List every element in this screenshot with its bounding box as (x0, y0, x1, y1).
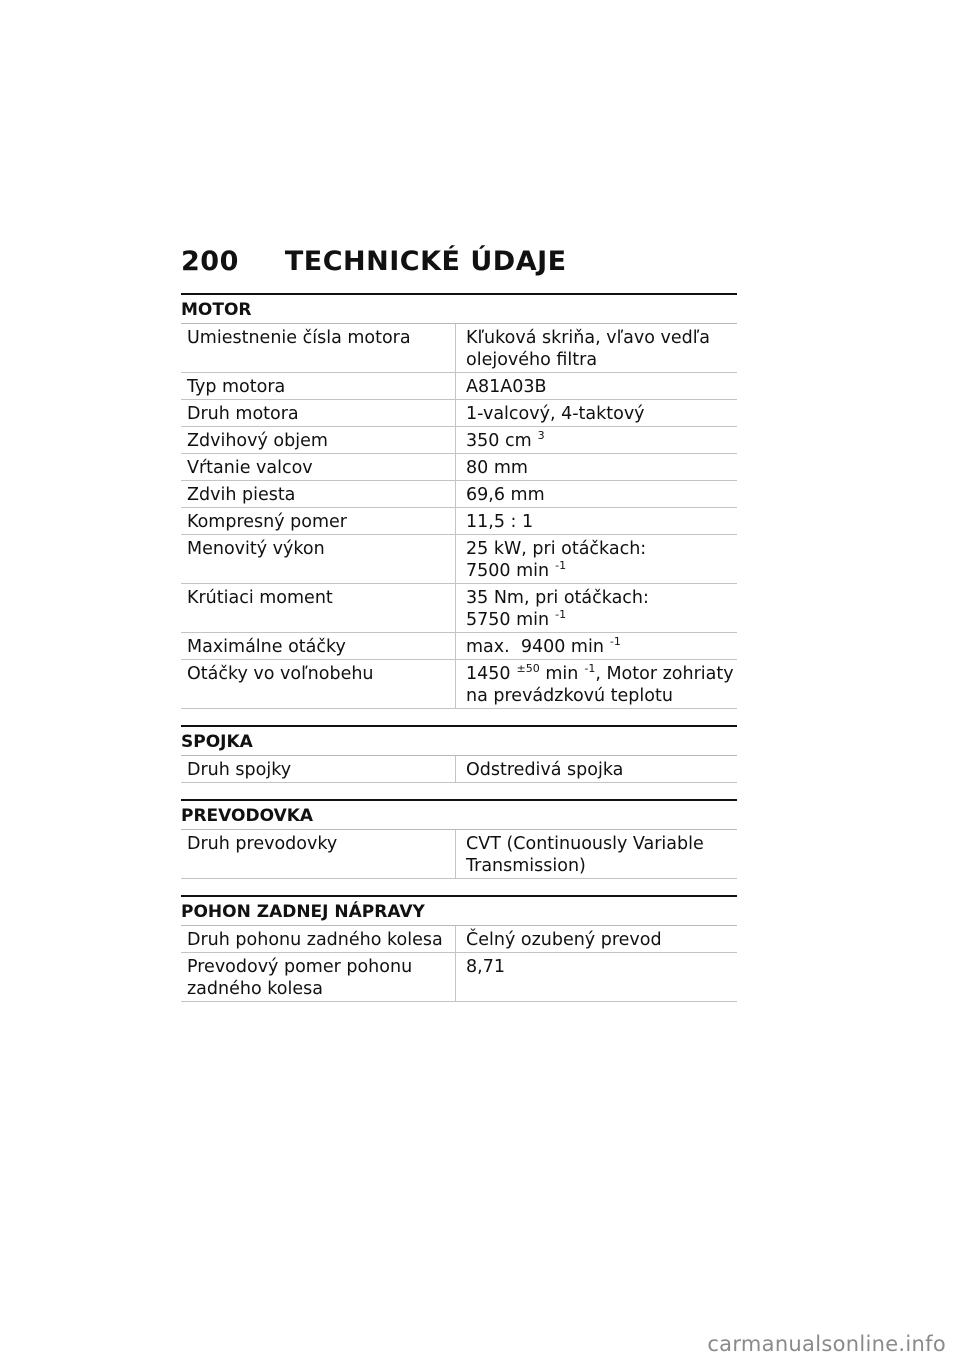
row-label: Otáčky vo voľnobehu (187, 664, 374, 684)
row-value: Kľuková skriňa, vľavo vedľa olejového filtra (455, 324, 737, 372)
row-label: Druh prevodovky (187, 834, 338, 854)
row-value: 69,6 mm (455, 481, 737, 507)
row-value: 80 mm (455, 454, 737, 480)
row-value: Čelný ozubený prevod (455, 926, 737, 952)
section-spojka (181, 725, 737, 783)
row-value: Odstredivá spojka (455, 756, 737, 782)
row-value (455, 535, 737, 583)
table-row (181, 427, 737, 454)
table-row (181, 926, 737, 953)
value-text: 7500 min (466, 561, 550, 581)
section-motor (181, 293, 737, 709)
row-label: Prevodový pomer pohonu zadného kolesa (187, 957, 413, 999)
section-pohon (181, 895, 737, 1002)
row-value (455, 660, 737, 708)
section-title: SPOJKA (181, 727, 737, 756)
row-value (455, 633, 737, 659)
table-row (181, 508, 737, 535)
row-value (455, 584, 737, 632)
row-label: Druh motora (187, 404, 299, 424)
table-row (181, 953, 737, 1002)
row-value: 1-valcový, 4-taktový (455, 400, 737, 426)
row-label: Vŕtanie valcov (187, 458, 313, 478)
section-title: PREVODOVKA (181, 801, 737, 830)
value-line (466, 609, 737, 631)
table-row (181, 400, 737, 427)
superscript: 3 (537, 429, 545, 442)
row-label: Zdvihový objem (187, 431, 328, 451)
value-line (466, 560, 737, 582)
row-label: Typ motora (187, 377, 286, 397)
superscript: -1 (555, 559, 567, 572)
row-value: A81A03B (455, 373, 737, 399)
row-label: Umiestnenie čísla motora (187, 328, 411, 348)
row-label: Druh pohonu zadného kolesa (187, 930, 443, 950)
table-row (181, 830, 737, 879)
row-label: Krútiaci moment (187, 588, 333, 608)
table-row (181, 660, 737, 709)
row-value: 8,71 (455, 953, 737, 1001)
value-text: 350 cm (466, 431, 532, 451)
section-title: POHON ZADNEJ NÁPRAVY (181, 897, 737, 926)
page-number: 200 (181, 246, 239, 277)
value-text: 5750 min (466, 610, 550, 630)
table-row (181, 481, 737, 508)
row-value (455, 427, 737, 453)
table-row (181, 324, 737, 373)
table-row (181, 584, 737, 633)
spec-content (181, 293, 737, 1018)
page-header (181, 246, 567, 277)
page-title: TECHNICKÉ ÚDAJE (284, 246, 567, 277)
value-text: , Motor zohriaty na prevádzkovú teplotu (466, 664, 734, 706)
table-row (181, 454, 737, 481)
section-title: MOTOR (181, 295, 737, 324)
row-label: Maximálne otáčky (187, 637, 346, 657)
row-label: Kompresný pomer (187, 512, 347, 532)
row-label: Druh spojky (187, 760, 292, 780)
superscript: -1 (555, 608, 567, 621)
value-text: 1450 (466, 664, 511, 684)
value-line: 35 Nm, pri otáčkach: (466, 588, 649, 608)
table-row (181, 535, 737, 584)
row-label: Zdvih piesta (187, 485, 296, 505)
table-row (181, 373, 737, 400)
superscript: -1 (609, 635, 621, 648)
superscript: ±50 (516, 662, 540, 675)
row-value: 11,5 : 1 (455, 508, 737, 534)
value-text: min (545, 664, 579, 684)
row-label: Menovitý výkon (187, 539, 325, 559)
row-value: CVT (Continuously Variable Transmission) (455, 830, 737, 878)
section-prevodovka (181, 799, 737, 879)
value-text: max. 9400 min (466, 637, 604, 657)
superscript: -1 (584, 662, 596, 675)
watermark: carmanualsonline.info (707, 1332, 946, 1356)
table-row (181, 633, 737, 660)
table-row (181, 756, 737, 783)
value-line: 25 kW, pri otáčkach: (466, 539, 647, 559)
